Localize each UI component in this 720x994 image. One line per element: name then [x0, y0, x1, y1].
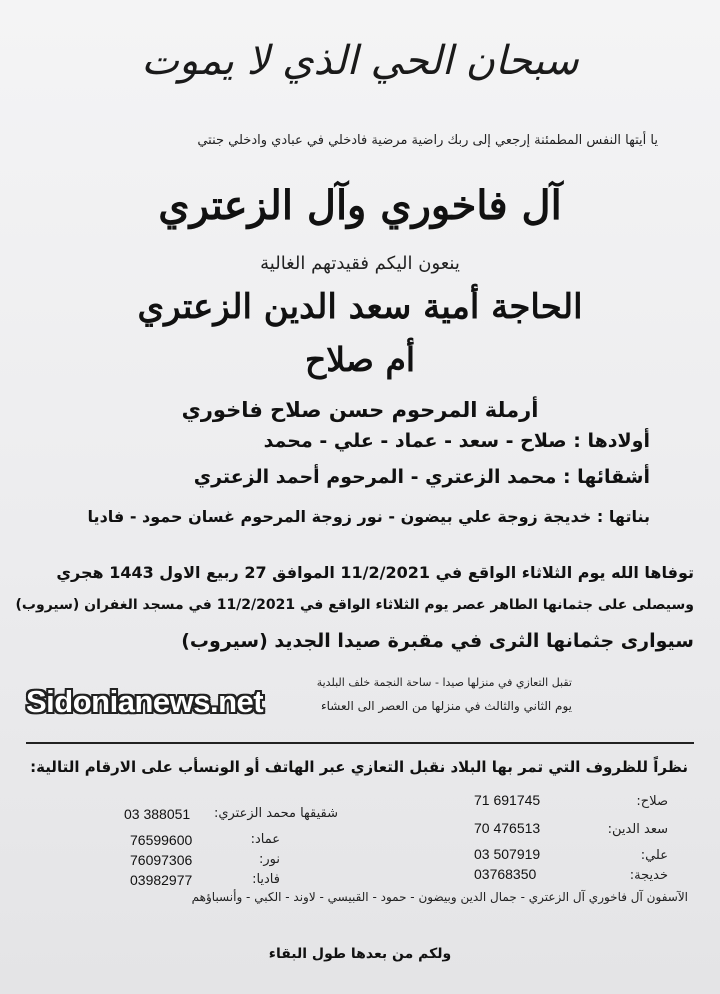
- contact-label: فاديا:: [252, 872, 280, 887]
- widow-of-line: أرملة المرحوم حسن صلاح فاخوري: [181, 398, 539, 422]
- contact-number: 03768350: [474, 866, 537, 882]
- deceased-name: الحاجة أمية سعد الدين الزعتري: [137, 287, 583, 327]
- contact-number: 76599600: [130, 832, 193, 848]
- site-watermark: Sidonianews.net: [26, 684, 264, 719]
- contact-number: 03 507919: [474, 846, 541, 862]
- calligraphy-header: سبحان الحي الذي لا يموت: [141, 38, 579, 84]
- sons-line: أولادها : صلاح - سعد - عماد - علي - محمد: [263, 430, 650, 452]
- contact-number: 70 476513: [474, 820, 541, 836]
- families-title: آل فاخوري وآل الزعتري: [158, 182, 562, 229]
- closing-line: ولكم من بعدها طول البقاء: [268, 946, 452, 962]
- mourn-line: ينعون اليكم فقيدتهم الغالية: [260, 253, 460, 274]
- contact-label: خديجة:: [629, 868, 668, 883]
- contact-label: سعد الدين:: [607, 822, 668, 837]
- condolence-times: يوم الثاني والثالث في منزلها من العصر الى العشاء: [321, 699, 572, 713]
- prayer-line: وسيصلى على جثمانها الطاهر عصر يوم الثلاثاء الواقع في 11/2/2021 في مسجد الغفران (سيروب): [15, 597, 694, 613]
- divider-line: [26, 742, 694, 744]
- contact-notice: نظراً للظروف التي تمر بها البلاد نقبل التعازي عبر الهاتف أو الونسأب على الارقام التالية:: [30, 758, 688, 776]
- contact-number: 03982977: [130, 872, 193, 888]
- death-date-line: توفاها الله يوم الثلاثاء الواقع في 11/2/2021 الموافق 27 ربيع الاول 1443 هجري: [56, 563, 694, 582]
- quran-verse: يا أيتها النفس المطمئنة إرجعي إلى ربك راضية مرضية فادخلي في عبادي وادخلي جنتي: [197, 133, 658, 148]
- contact-number: 76097306: [130, 852, 193, 868]
- contact-label: علي:: [640, 848, 668, 863]
- contact-number: 71 691745: [474, 792, 541, 808]
- contact-label: شقيقها محمد الزعتري:: [213, 806, 338, 821]
- contact-label: صلاح:: [636, 794, 668, 809]
- deceased-kunya: أم صلاح: [304, 340, 416, 379]
- condolence-location: تقبل التعازي في منزلها صيدا - ساحة النجمة خلف البلدية: [316, 676, 572, 689]
- mourning-families: الآسفون آل فاخوري آل الزعتري - جمال الدين وبيضون - حمود - القبيسي - لاوند - الكبي - وأنسباؤهم: [191, 890, 688, 904]
- contact-number: 03 388051: [124, 806, 191, 822]
- contact-label: عماد:: [250, 832, 280, 847]
- daughters-line: بناتها : خديجة زوجة علي بيضون - نور زوجة المرحوم غسان حمود - فاديا: [87, 507, 650, 526]
- burial-line: سيوارى جثمانها الثرى في مقبرة صيدا الجديد (سيروب): [181, 630, 694, 652]
- contact-label: نور:: [259, 852, 280, 867]
- brothers-line: أشقائها : محمد الزعتري - المرحوم أحمد الزعتري: [193, 466, 650, 488]
